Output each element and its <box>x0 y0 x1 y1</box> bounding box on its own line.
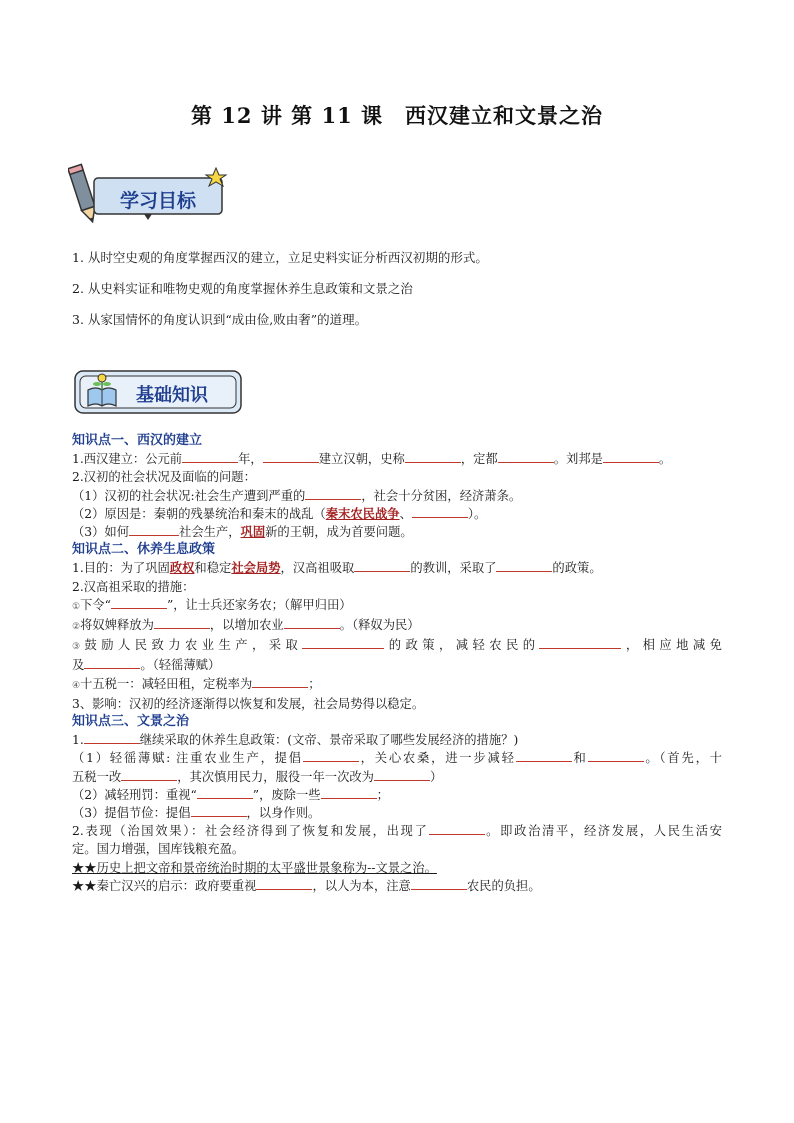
text-segment: 的政策。 <box>552 561 602 576</box>
highlight-term: 社会局势 <box>231 560 281 576</box>
text-line <box>72 523 722 541</box>
fill-blank[interactable] <box>154 616 210 629</box>
highlight-term: 秦末农民战争 <box>325 505 400 521</box>
text-segment: （2）原因是：秦朝的残暴统治和秦末的战乱（ <box>72 506 326 521</box>
basic-knowledge-badge <box>74 368 244 418</box>
fill-blank[interactable] <box>603 450 659 463</box>
goal-item: 2. 从史料实证和唯物史观的角度掌握休养生息政策和文景之治 <box>72 281 413 296</box>
text-line <box>72 768 722 786</box>
text-line: 2.汉高祖采取的措施： <box>72 579 195 594</box>
fill-blank[interactable] <box>303 749 359 762</box>
text-segment: 和 <box>571 751 588 766</box>
text-segment: 下令“ <box>80 597 111 612</box>
text-segment: ）。 <box>467 506 487 521</box>
fill-blank[interactable] <box>516 749 572 762</box>
goal-item: 3. 从家国情怀的角度认识到“成由俭,败由奢”的道理。 <box>72 312 368 327</box>
text-line <box>72 731 722 749</box>
text-segment: ，社会十分贫困，经济萧条。 <box>361 488 522 503</box>
text-line <box>72 675 722 695</box>
text-segment: 农民的负担。 <box>466 878 541 893</box>
fill-blank[interactable] <box>111 596 167 609</box>
text-segment: 十五税一：减轻田租，定税率为 <box>80 676 253 691</box>
text-segment: 建立汉朝，史称 <box>318 452 405 467</box>
text-line: ★★历史上把文帝和景帝统治时期的太平盛世景象称为--文景之治。 <box>72 860 437 875</box>
goal-item: 1. 从时空史观的角度掌握西汉的建立，立足史料实证分析西汉初期的形式。 <box>72 250 488 265</box>
text-segment: （2）减轻刑罚：重视“ <box>72 787 197 802</box>
text-line <box>72 636 722 656</box>
circled-number-icon: ① <box>72 601 81 612</box>
fill-blank[interactable] <box>84 656 140 669</box>
section-heading: 知识点二、休养生息政策 <box>72 542 216 558</box>
text-segment: 2.表现（治国效果）：社会经济得到了恢复和发展，出现了 <box>72 824 429 839</box>
fill-blank[interactable] <box>496 559 552 572</box>
text-segment: （1）汉初的社会状况:社会生产遭到严重的 <box>72 488 306 503</box>
text-segment: 。（释奴为民） <box>339 618 420 633</box>
text-line <box>72 786 722 804</box>
text-line <box>72 656 722 674</box>
fill-blank[interactable] <box>252 675 308 688</box>
circled-number-icon: ③ <box>72 642 85 653</box>
text-segment: 。（首先，十 <box>643 751 722 766</box>
text-segment: 将奴婢释放为 <box>80 618 154 633</box>
text-segment: 年， <box>238 452 263 467</box>
fill-blank[interactable] <box>539 636 621 649</box>
text-line <box>72 822 722 840</box>
fill-blank[interactable] <box>305 487 361 500</box>
text-segment: 及 <box>72 658 85 673</box>
learning-goals-badge <box>68 158 233 230</box>
text-segment: ，以增加农业 <box>209 618 284 633</box>
fill-blank[interactable] <box>129 523 179 536</box>
fill-blank[interactable] <box>84 731 140 744</box>
fill-blank[interactable] <box>429 822 485 835</box>
text-segment: 新的王朝，成为首要问题。 <box>265 525 413 540</box>
text-segment: ，定都 <box>460 452 498 467</box>
text-segment: 的政策，减轻农民的 <box>384 638 540 653</box>
text-line <box>72 487 722 505</box>
fill-blank[interactable] <box>121 768 177 781</box>
text-segment: 继续采取的休养生息政策：(文帝、景帝采取了哪些发展经济的措施？) <box>139 733 519 748</box>
page-title: 第 12 讲 第 11 课 西汉建立和文景之治 <box>190 103 603 128</box>
text-segment: ） <box>429 769 443 784</box>
text-segment: 鼓励人民致力农业生产，采取 <box>84 638 303 653</box>
text-segment: ，以人为本，注意 <box>312 878 411 893</box>
text-line: 3、影响：汉初的经济逐渐得以恢复和发展，社会局势得以稳定。 <box>72 696 425 711</box>
basic-knowledge-label: 基础知识 <box>136 385 208 406</box>
fill-blank[interactable] <box>256 877 312 890</box>
text-segment: 。即政治清平，经济发展，人民生活安 <box>484 824 722 839</box>
text-segment: 。（轻徭薄赋） <box>140 658 221 673</box>
fill-blank[interactable] <box>191 804 247 817</box>
fill-blank[interactable] <box>588 749 644 762</box>
text-line <box>72 616 722 636</box>
learning-goals-label: 学习目标 <box>120 190 197 212</box>
text-segment: ，其次慎用民力，服役一年一次改为 <box>177 769 374 784</box>
text-segment: 五税一改 <box>72 769 122 784</box>
text-segment: ，汉高祖吸取 <box>280 561 355 576</box>
text-segment: ； <box>308 676 321 691</box>
text-line <box>72 505 722 523</box>
highlight-term: 巩固 <box>240 524 266 540</box>
circled-number-icon: ② <box>72 622 81 633</box>
circled-number-icon: ④ <box>72 680 81 691</box>
section-heading: 知识点三、文景之治 <box>72 714 190 730</box>
fill-blank[interactable] <box>302 636 384 649</box>
text-segment: 、 <box>399 506 412 521</box>
fill-blank[interactable] <box>411 877 467 890</box>
text-segment: ； <box>376 787 389 802</box>
text-line <box>72 559 722 577</box>
fill-blank[interactable] <box>374 768 430 781</box>
text-line <box>72 804 722 822</box>
fill-blank[interactable] <box>354 559 410 572</box>
text-line: 2.汉初的社会状况及面临的问题： <box>72 470 256 485</box>
text-line <box>72 450 722 468</box>
text-line <box>72 596 722 616</box>
text-segment: ，以身作则。 <box>246 806 321 821</box>
text-line: 定。国力增强，国库钱粮充盈。 <box>72 842 245 857</box>
text-segment: ”，让士兵还家务农；（解甲归田） <box>166 597 352 612</box>
text-segment: 。刘邦是 <box>553 452 603 467</box>
fill-blank[interactable] <box>182 450 238 463</box>
text-segment: 1.西汉建立：公元前 <box>72 452 183 467</box>
text-segment: 和稳定 <box>194 561 232 576</box>
text-line <box>72 749 722 767</box>
highlight-term: 政权 <box>169 560 195 576</box>
text-segment: ，相应地减免 <box>621 638 722 653</box>
text-segment: （1）轻徭薄赋: 注重农业生产，提倡 <box>72 751 303 766</box>
text-segment: 1. <box>72 733 84 748</box>
knowledge-content <box>72 432 722 895</box>
text-segment: （3）如何 <box>72 525 130 540</box>
text-segment: 1.目的：为了巩固 <box>72 561 170 576</box>
text-segment: ★★秦亡汉兴的启示：政府要重视 <box>72 878 257 893</box>
fill-blank[interactable] <box>498 450 554 463</box>
fill-blank[interactable] <box>405 450 461 463</box>
text-segment: 。 <box>658 452 672 467</box>
fill-blank[interactable] <box>197 786 253 799</box>
fill-blank[interactable] <box>412 505 468 518</box>
text-segment: ，关心农桑，进一步减轻 <box>358 751 516 766</box>
text-line <box>72 877 722 895</box>
fill-blank[interactable] <box>263 450 319 463</box>
text-segment: （3）提倡节俭：提倡 <box>72 806 191 821</box>
fill-blank[interactable] <box>321 786 377 799</box>
section-heading: 知识点一、西汉的建立 <box>72 433 203 448</box>
text-segment: 的教训，采取了 <box>410 561 497 576</box>
text-segment: ”，废除一些 <box>252 787 321 802</box>
text-segment: 社会生产， <box>179 525 241 540</box>
fill-blank[interactable] <box>284 616 340 629</box>
